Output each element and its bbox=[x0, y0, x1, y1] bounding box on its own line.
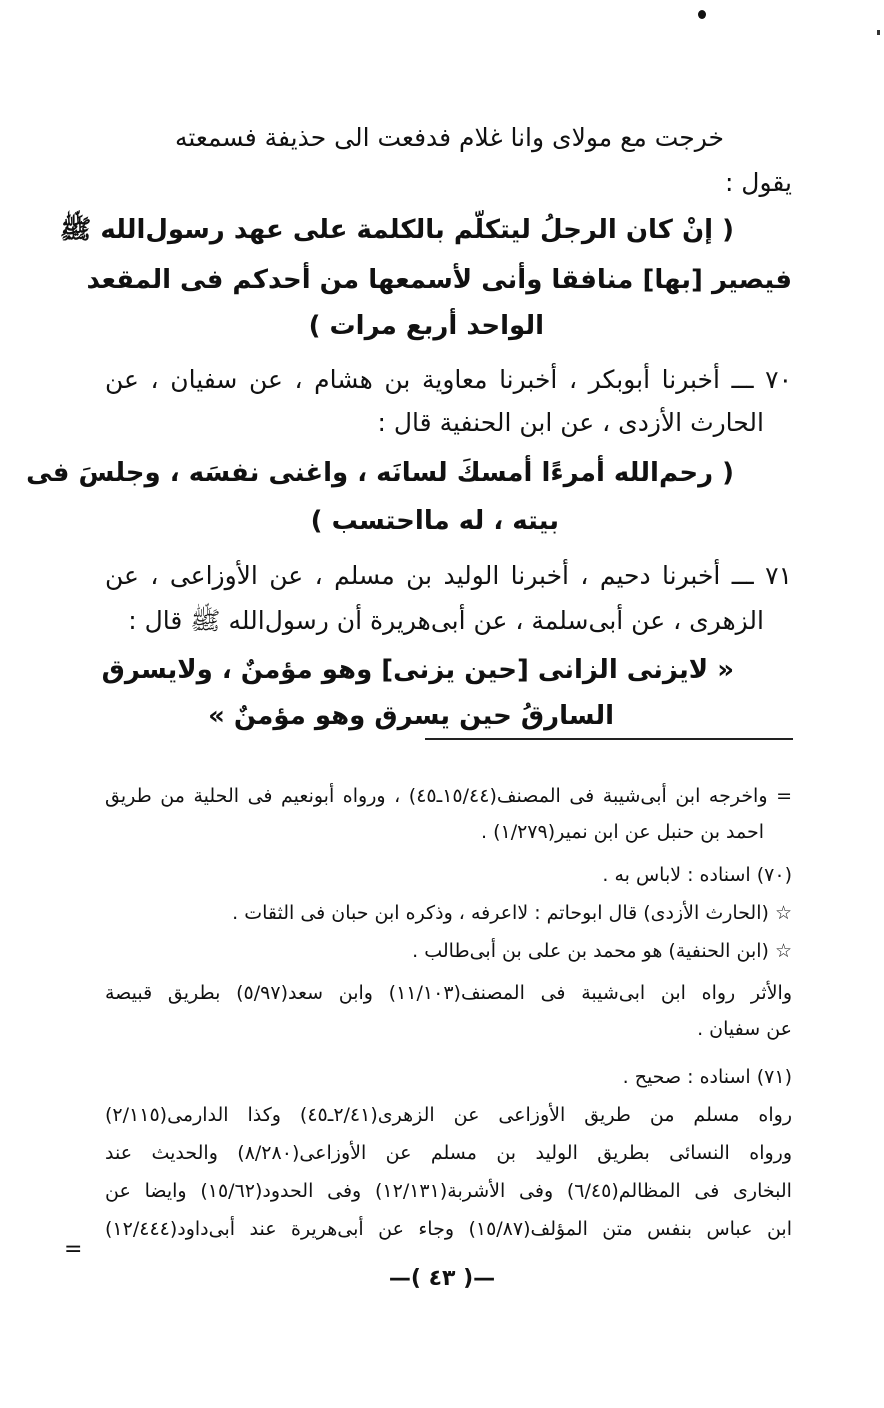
footnote-line: رواه مسلم من طريق الأوزاعى عن الزهرى(٢/٤١ـ٤٥) وكذا الدارمى(٢/١١٥) bbox=[105, 1104, 792, 1126]
text-line: الحارث الأزدى ، عن ابن الحنفية قال : bbox=[377, 408, 764, 437]
footnote-line: ☆ (ابن الحنفية) هو محمد بن على بن أبى‌طالب . bbox=[412, 940, 792, 962]
quote-line: ( رحم‌الله أمرءًا أمسكَ لسانَه ، واغنى نفسَه ، وجلسَ فى bbox=[26, 458, 734, 488]
quote-line: « لايزنى الزانى [حين يزنى] وهو مؤمنٌ ، ولايسرق bbox=[101, 655, 734, 685]
quote-line: فيصير [بها] منافقا وأنى لأسمعها من أحدكم فى المقعد bbox=[86, 265, 792, 295]
ink-speck bbox=[877, 30, 880, 35]
quote-line: بيته ، له مااحتسب ) bbox=[310, 506, 559, 536]
footnote-line: (٧١) اسناده : صحيح . bbox=[622, 1066, 792, 1088]
footnote-line: = واخرجه ابن أبى‌شيبة فى المصنف(١٥/٤٤ـ٤٥) ، ورواه أبونعيم فى الحلية من طريق bbox=[105, 785, 792, 807]
footnote-line: البخارى فى المظالم(٦/٤٥) وفى الأشربة(١٢/١٣١) وفى الحدود(١٥/٦٢) وايضا عن bbox=[105, 1180, 792, 1202]
footnote-divider bbox=[425, 738, 793, 740]
hadith-71-heading: ٧١ ـــ أخبرنا دحيم ، أخبرنا الوليد بن مسلم ، عن الأوزاعى ، عن bbox=[105, 561, 792, 590]
quote-line: الواحد أربع مرات ) bbox=[308, 311, 544, 341]
quote-line: السارقُ حين يسرق وهو مؤمنٌ » bbox=[208, 701, 614, 731]
continuation-mark: = bbox=[64, 1237, 83, 1262]
footnote-line: احمد بن حنبل عن ابن نمير(١/٢٧٩) . bbox=[481, 821, 764, 843]
footnote-line: (٧٠) اسناده : لاباس به . bbox=[602, 864, 792, 886]
footnote-line: والأثر رواه ابن ابى‌شيبة فى المصنف(١١/١٠٣) وابن سعد(٥/٩٧) بطريق قبيصة bbox=[105, 982, 792, 1004]
text-line: خرجت مع مولای وانا غلام فدفعت الى حذيفة فسمعته bbox=[174, 123, 724, 152]
footnote-line: ابن عباس بنفس متن المؤلف(١٥/٨٧) وجاء عن أبى‌هريرة عند أبى‌داود(١٢/٤٤٤) bbox=[105, 1218, 792, 1240]
text-line: الزهرى ، عن أبى‌سلمة ، عن أبى‌هريرة أن رسول‌الله ﷺ قال : bbox=[128, 606, 764, 635]
footnote-line: ورواه النسائى بطريق الوليد بن مسلم عن الأوزاعى(٨/٢٨٠) والحديث عند bbox=[105, 1142, 793, 1164]
footnote-line: ☆ (الحارث الأزدى) قال ابوحاتم : لااعرفه ، وذكره ابن حبان فى الثقات . bbox=[232, 902, 792, 924]
text-line: يقول : bbox=[724, 168, 792, 197]
page-number: —( ٤٣ )— bbox=[388, 1266, 496, 1291]
ink-dot bbox=[698, 10, 706, 19]
quote-line: ( إنْ كان الرجلُ ليتكلّم بالكلمة على عهد رسول‌الله ﷺ bbox=[59, 215, 734, 245]
hadith-70-heading: ٧٠ ـــ أخبرنا أبوبكر ، أخبرنا معاوية بن هشام ، عن سفيان ، عن bbox=[105, 365, 792, 394]
footnote-line: عن سفيان . bbox=[697, 1018, 792, 1040]
